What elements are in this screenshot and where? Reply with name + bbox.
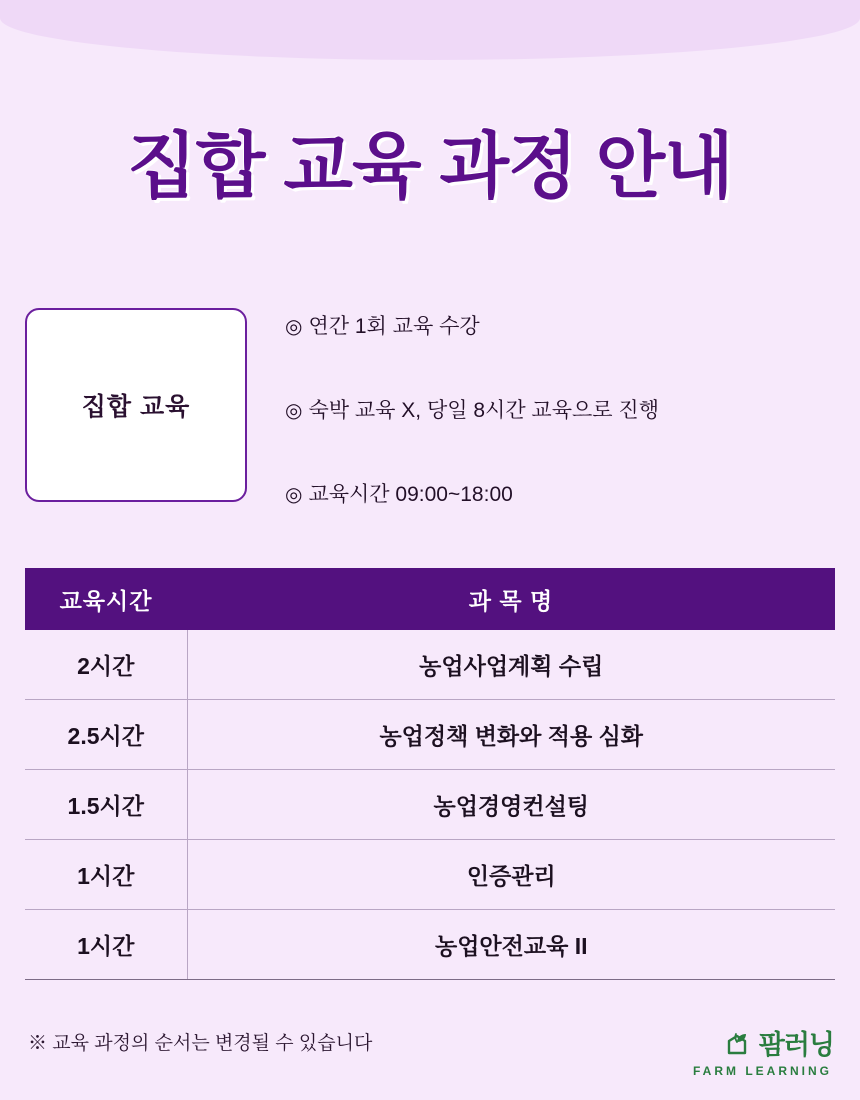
cell-subject: 인증관리 <box>187 840 835 910</box>
bullet-text: 교육시간 09:00~18:00 <box>308 483 513 506</box>
cell-time: 2.5시간 <box>25 700 187 770</box>
info-category-box <box>25 308 247 502</box>
logo-subtitle: FARM LEARNING <box>693 1064 832 1078</box>
table-header-subject: 과 목 명 <box>187 568 835 630</box>
bullet-mark-icon: ◎ <box>285 316 303 338</box>
list-item <box>285 310 845 340</box>
table-row <box>25 630 835 700</box>
list-item <box>285 478 845 508</box>
footnote-text: ※ 교육 과정의 순서는 변경될 수 있습니다 <box>28 1033 373 1054</box>
table-row <box>25 910 835 980</box>
brand-logo <box>693 1023 834 1078</box>
table-row <box>25 770 835 840</box>
info-bullet-list <box>285 310 845 562</box>
cell-time: 2시간 <box>25 630 187 700</box>
page-title: 집합 교육 과정 안내 <box>127 127 733 207</box>
bullet-mark-icon: ◎ <box>285 484 303 506</box>
info-category-label: 집합 교육 <box>81 393 191 421</box>
bullet-text: 연간 1회 교육 수강 <box>308 315 480 338</box>
cell-subject: 농업정책 변화와 적용 심화 <box>187 700 835 770</box>
list-item <box>285 394 845 424</box>
bullet-mark-icon: ◎ <box>285 400 303 422</box>
cell-subject: 농업경영컨설팅 <box>187 770 835 840</box>
sprout-icon <box>725 1029 753 1057</box>
table-header-row <box>25 568 835 630</box>
table-header-time: 교육시간 <box>25 568 187 630</box>
cell-time: 1시간 <box>25 840 187 910</box>
cell-time: 1.5시간 <box>25 770 187 840</box>
curriculum-table <box>25 568 835 980</box>
table-row <box>25 700 835 770</box>
logo-wordmark: 팜러닝 <box>758 1030 834 1060</box>
cell-subject: 농업사업계획 수립 <box>187 630 835 700</box>
logo-row <box>725 1023 834 1062</box>
top-decorative-band <box>0 0 860 60</box>
bullet-text: 숙박 교육 X, 당일 8시간 교육으로 진행 <box>308 399 659 422</box>
table-row <box>25 840 835 910</box>
cell-subject: 농업안전교육 II <box>187 910 835 980</box>
cell-time: 1시간 <box>25 910 187 980</box>
